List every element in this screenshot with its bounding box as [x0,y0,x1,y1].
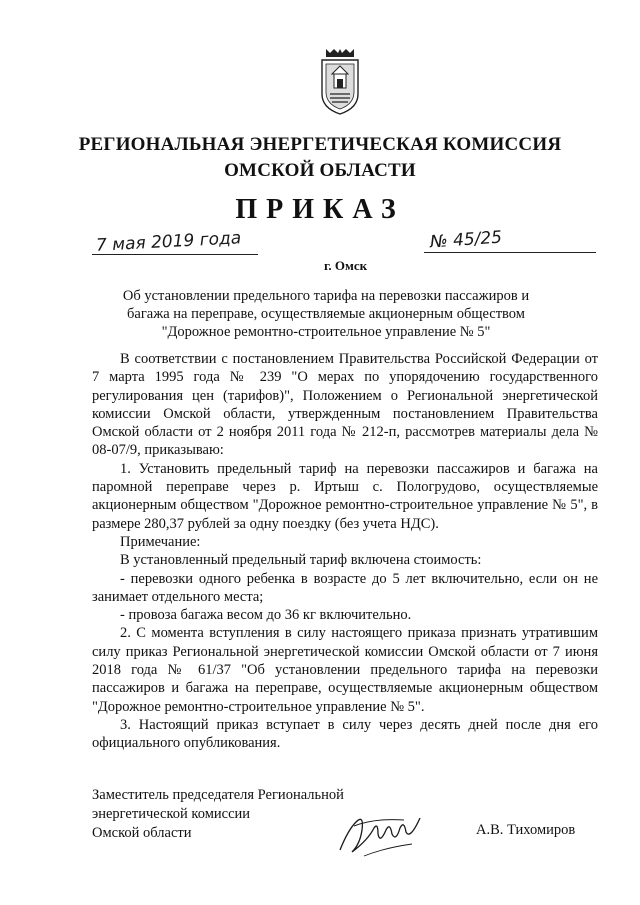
note-item: - перевозки одного ребенка в возрасте до 5 лет включительно, если он не занимает отдельного места; [92,570,598,605]
document-title: ПРИКАЗ [235,194,405,225]
note-title: Примечание: [120,533,201,550]
city: г. Омск [324,258,368,273]
handwritten-order-number: № 45/25 [429,227,503,253]
subject-line: багажа на переправе, осуществляемые акционерным обществом [127,306,525,322]
note-item: - провоза багажа весом до 36 кг включительно. [120,607,412,624]
organization-name-line2: ОМСКОЙ ОБЛАСТИ [224,160,416,181]
subject-line: Об установлении предельного тарифа на перевозки пассажиров и [122,288,530,304]
clause-2: 2. С момента вступления в силу настоящего приказа признать утратившим силу приказ Региональной энергетической комиссии Омской области от 7 июня 2018 года № 61/37 "Об установлении предельного тарифа на перевозки пассажиров и багажа на переправе, осуществляемые акционерным обществом "Дорожное ремонтно-строительное управление № 5". [92,625,598,715]
signatory-title [92,786,344,843]
subject-line: "Дорожное ремонтно-строительное управление № 5" [161,324,491,340]
signatory-title-line: энергетической комиссии [92,806,251,822]
clause-3: 3. Настоящий приказ вступает в силу через десять дней после дня его официального опубликования. [92,716,598,752]
note-text: В установленный предельный тариф включена стоимость: [120,552,482,569]
signatory-title-line: Омской области [92,825,192,841]
coat-of-arms-icon [318,46,362,116]
order-body [92,350,598,753]
handwritten-signature [334,800,424,860]
organization-name-line1: РЕГИОНАЛЬНАЯ ЭНЕРГЕТИЧЕСКАЯ КОМИССИЯ [78,134,562,155]
signatory-title-line: Заместитель председателя Региональной [92,787,344,803]
clause-1: 1. Установить предельный тариф на перевозки пассажиров и багажа на паромной переправе через р. Иртыш с. Пологрудово, осуществляемые акционерным обществом "Дорожное ремонтно-строительное управление № 5", в размере 280,37 рублей за одну поездку (без учета НДС). [92,460,598,532]
date-underline [92,254,258,255]
signer-name: А.В. Тихомиров [476,822,576,838]
order-subject [110,287,542,341]
handwritten-date: 7 мая 2019 года [95,228,242,256]
number-underline [424,252,596,253]
preamble-paragraph: В соответствии с постановлением Правительства Российской Федерации от 7 марта 1995 года № 239 "О мерах по упорядочению государственного регулирования цен (тарифов)", Положением о Региональной энергетической комиссии Омской области, утвержденным постановлением Правительства Омской области от 2 ноября 2011 года № 212-п, рассмотрев материалы дела № 08-07/9, приказываю: [92,351,598,459]
